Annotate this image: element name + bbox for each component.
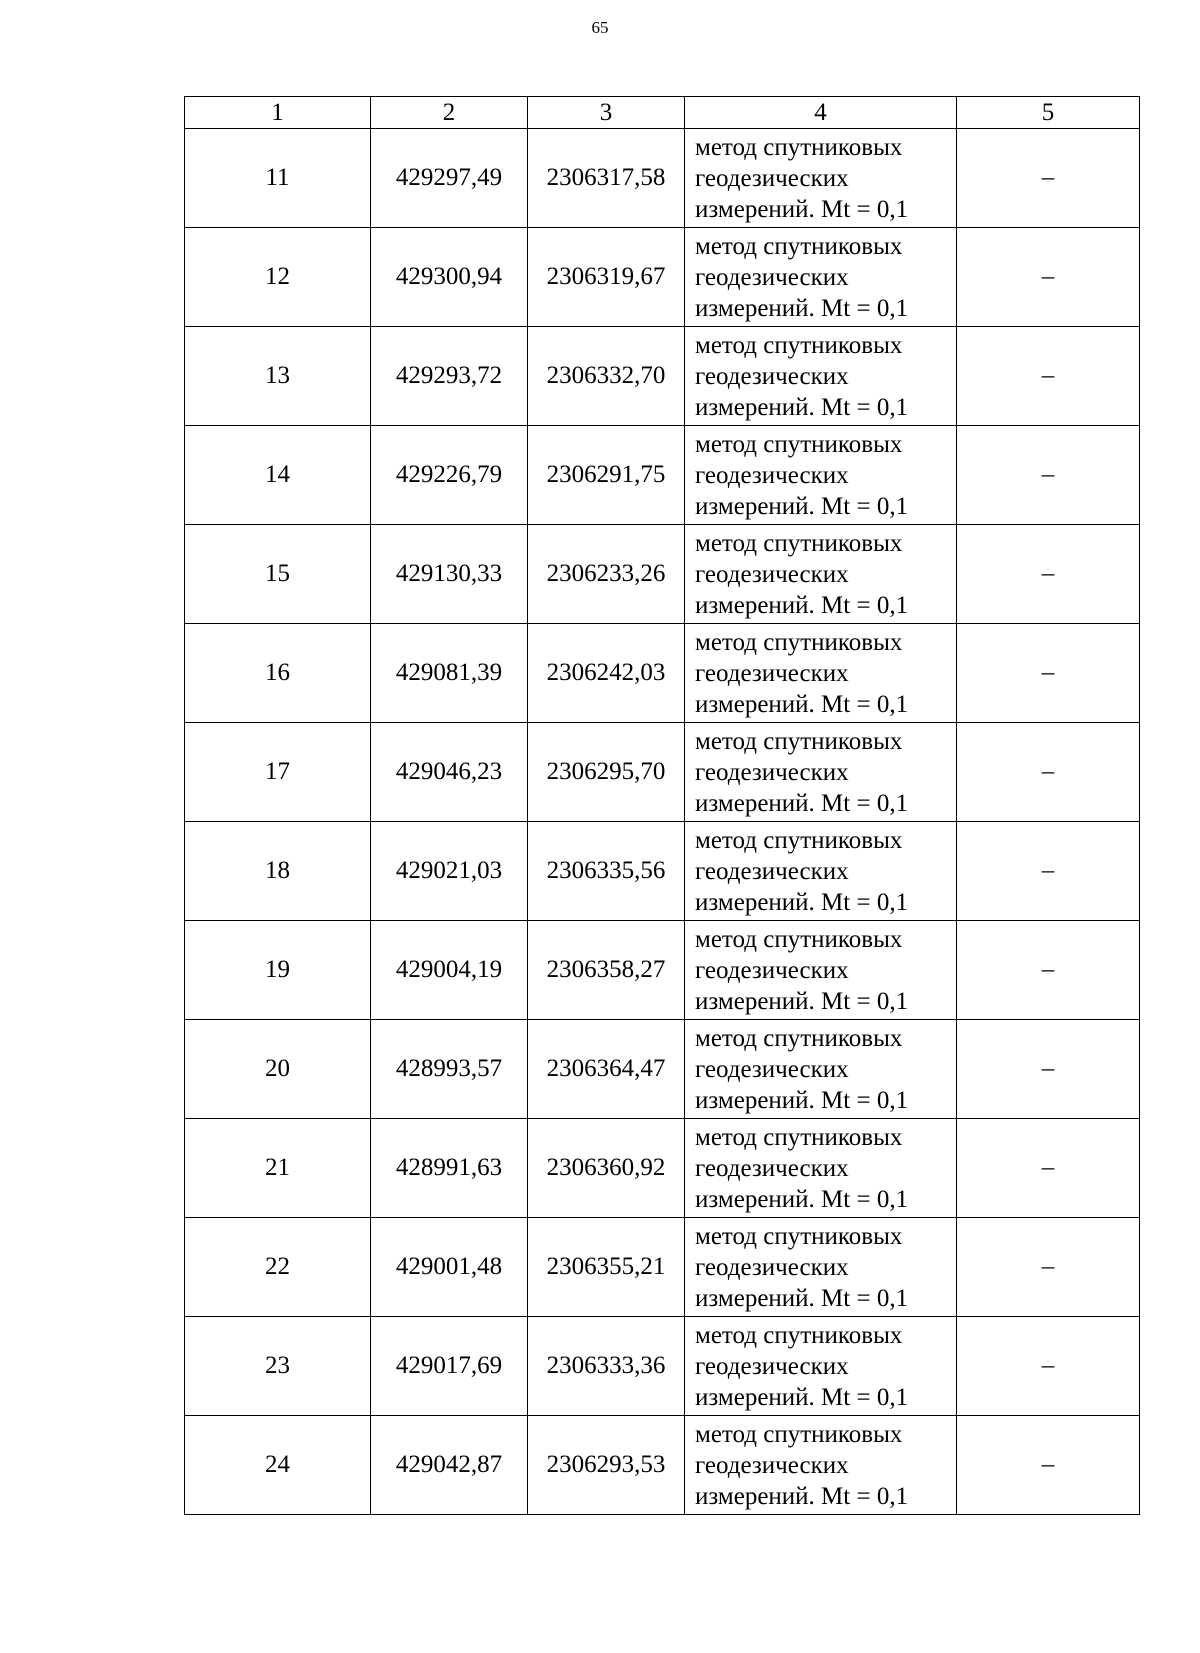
table-row [185, 723, 1140, 822]
method-line: измерений. Mt = 0,1 [695, 492, 909, 520]
point-number-cell: 17 [185, 723, 371, 822]
method-line: геодезических [695, 560, 849, 588]
method-line: метод спутниковых [695, 133, 903, 161]
note-cell: – [957, 1119, 1140, 1218]
x-coordinate-cell: 428991,63 [371, 1119, 528, 1218]
point-number-cell: 16 [185, 624, 371, 723]
method-line: измерений. Mt = 0,1 [695, 1185, 909, 1213]
y-coordinate-cell: 2306335,56 [528, 822, 685, 921]
x-coordinate-cell: 429300,94 [371, 228, 528, 327]
method-line: измерений. Mt = 0,1 [695, 690, 909, 718]
header-row [185, 97, 1140, 129]
method-cell [685, 921, 957, 1020]
note-cell: – [957, 129, 1140, 228]
x-coordinate-cell: 429021,03 [371, 822, 528, 921]
table-row [185, 1416, 1140, 1515]
method-line: измерений. Mt = 0,1 [695, 888, 909, 916]
x-coordinate-cell: 429293,72 [371, 327, 528, 426]
x-coordinate-cell: 429004,19 [371, 921, 528, 1020]
method-line: метод спутниковых [695, 331, 903, 359]
method-cell [685, 129, 957, 228]
y-coordinate-cell: 2306360,92 [528, 1119, 685, 1218]
method-line: геодезических [695, 1352, 849, 1380]
note-cell: – [957, 1020, 1140, 1119]
method-cell [685, 1119, 957, 1218]
method-cell [685, 723, 957, 822]
point-number-cell: 20 [185, 1020, 371, 1119]
x-coordinate-cell: 429042,87 [371, 1416, 528, 1515]
note-cell: – [957, 624, 1140, 723]
header-col-1: 1 [185, 97, 371, 129]
y-coordinate-cell: 2306332,70 [528, 327, 685, 426]
x-coordinate-cell: 429297,49 [371, 129, 528, 228]
header-col-3: 3 [528, 97, 685, 129]
table-row [185, 822, 1140, 921]
method-line: измерений. Mt = 0,1 [695, 1086, 909, 1114]
method-line: геодезических [695, 461, 849, 489]
method-line: метод спутниковых [695, 1222, 903, 1250]
method-line: геодезических [695, 1451, 849, 1479]
table-row [185, 1317, 1140, 1416]
method-line: измерений. Mt = 0,1 [695, 1284, 909, 1312]
method-line: метод спутниковых [695, 727, 903, 755]
point-number-cell: 18 [185, 822, 371, 921]
table-row [185, 921, 1140, 1020]
point-number-cell: 15 [185, 525, 371, 624]
x-coordinate-cell: 429017,69 [371, 1317, 528, 1416]
y-coordinate-cell: 2306364,47 [528, 1020, 685, 1119]
note-cell: – [957, 723, 1140, 822]
note-cell: – [957, 822, 1140, 921]
point-number-cell: 22 [185, 1218, 371, 1317]
method-line: геодезических [695, 659, 849, 687]
method-line: метод спутниковых [695, 232, 903, 260]
method-cell [685, 822, 957, 921]
y-coordinate-cell: 2306333,36 [528, 1317, 685, 1416]
table-row [185, 228, 1140, 327]
method-line: геодезических [695, 956, 849, 984]
method-line: метод спутниковых [695, 1123, 903, 1151]
table-row [185, 327, 1140, 426]
method-line: метод спутниковых [695, 1321, 903, 1349]
method-line: геодезических [695, 1154, 849, 1182]
y-coordinate-cell: 2306317,58 [528, 129, 685, 228]
method-line: геодезических [695, 164, 849, 192]
method-cell [685, 1317, 957, 1416]
method-line: измерений. Mt = 0,1 [695, 294, 909, 322]
table-row [185, 624, 1140, 723]
table-row [185, 1020, 1140, 1119]
method-line: измерений. Mt = 0,1 [695, 789, 909, 817]
note-cell: – [957, 1317, 1140, 1416]
table-row [185, 129, 1140, 228]
y-coordinate-cell: 2306242,03 [528, 624, 685, 723]
method-line: измерений. Mt = 0,1 [695, 393, 909, 421]
note-cell: – [957, 1218, 1140, 1317]
method-line: измерений. Mt = 0,1 [695, 1383, 909, 1411]
y-coordinate-cell: 2306233,26 [528, 525, 685, 624]
note-cell: – [957, 228, 1140, 327]
point-number-cell: 19 [185, 921, 371, 1020]
x-coordinate-cell: 429081,39 [371, 624, 528, 723]
method-line: геодезических [695, 857, 849, 885]
header-col-5: 5 [957, 97, 1140, 129]
x-coordinate-cell: 429046,23 [371, 723, 528, 822]
table-body [185, 129, 1140, 1515]
point-number-cell: 11 [185, 129, 371, 228]
point-number-cell: 13 [185, 327, 371, 426]
method-line: геодезических [695, 362, 849, 390]
note-cell: – [957, 921, 1140, 1020]
method-line: измерений. Mt = 0,1 [695, 1482, 909, 1510]
method-line: метод спутниковых [695, 1024, 903, 1052]
method-cell [685, 624, 957, 723]
table-row [185, 1119, 1140, 1218]
method-line: метод спутниковых [695, 529, 903, 557]
method-line: геодезических [695, 1253, 849, 1281]
method-line: измерений. Mt = 0,1 [695, 591, 909, 619]
table-row [185, 1218, 1140, 1317]
header-col-2: 2 [371, 97, 528, 129]
y-coordinate-cell: 2306291,75 [528, 426, 685, 525]
y-coordinate-cell: 2306319,67 [528, 228, 685, 327]
method-cell [685, 1218, 957, 1317]
method-cell [685, 1416, 957, 1515]
note-cell: – [957, 426, 1140, 525]
x-coordinate-cell: 429130,33 [371, 525, 528, 624]
point-number-cell: 14 [185, 426, 371, 525]
method-cell [685, 327, 957, 426]
point-number-cell: 21 [185, 1119, 371, 1218]
method-line: метод спутниковых [695, 925, 903, 953]
note-cell: – [957, 327, 1140, 426]
point-number-cell: 12 [185, 228, 371, 327]
method-cell [685, 426, 957, 525]
method-line: метод спутниковых [695, 430, 903, 458]
coordinates-table [184, 96, 1140, 1515]
table-row [185, 525, 1140, 624]
method-line: измерений. Mt = 0,1 [695, 987, 909, 1015]
method-line: геодезических [695, 263, 849, 291]
y-coordinate-cell: 2306293,53 [528, 1416, 685, 1515]
page-number: 65 [591, 18, 609, 37]
header-col-4: 4 [685, 97, 957, 129]
y-coordinate-cell: 2306358,27 [528, 921, 685, 1020]
table-header [185, 97, 1140, 129]
x-coordinate-cell: 429226,79 [371, 426, 528, 525]
method-line: метод спутниковых [695, 826, 903, 854]
method-cell [685, 228, 957, 327]
note-cell: – [957, 525, 1140, 624]
method-cell [685, 1020, 957, 1119]
point-number-cell: 23 [185, 1317, 371, 1416]
method-line: геодезических [695, 758, 849, 786]
method-line: метод спутниковых [695, 1420, 903, 1448]
x-coordinate-cell: 428993,57 [371, 1020, 528, 1119]
method-cell [685, 525, 957, 624]
y-coordinate-cell: 2306355,21 [528, 1218, 685, 1317]
method-line: геодезических [695, 1055, 849, 1083]
y-coordinate-cell: 2306295,70 [528, 723, 685, 822]
x-coordinate-cell: 429001,48 [371, 1218, 528, 1317]
method-line: метод спутниковых [695, 628, 903, 656]
method-line: измерений. Mt = 0,1 [695, 195, 909, 223]
note-cell: – [957, 1416, 1140, 1515]
table-row [185, 426, 1140, 525]
point-number-cell: 24 [185, 1416, 371, 1515]
